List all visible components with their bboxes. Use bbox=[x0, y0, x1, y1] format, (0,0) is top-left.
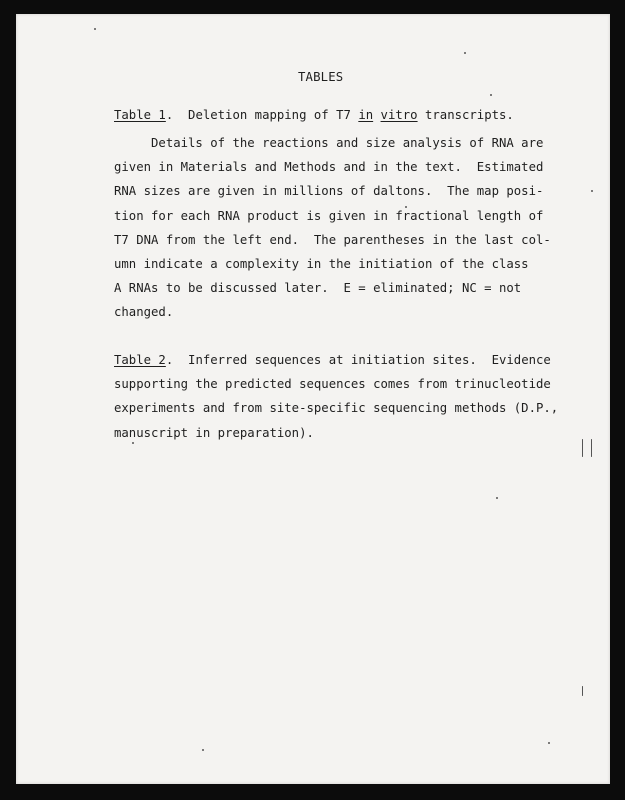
scan-speck bbox=[582, 439, 583, 457]
paragraph-line: umn indicate a complexity in the initiation of the class bbox=[114, 256, 529, 271]
paragraph-line: tion for each RNA product is given in fractional length of bbox=[114, 208, 544, 223]
scan-speck bbox=[548, 742, 550, 744]
scan-speck bbox=[490, 94, 492, 96]
scan-speck bbox=[464, 52, 466, 54]
paragraph-line: manuscript in preparation). bbox=[114, 425, 314, 440]
paragraph-line: supporting the predicted sequences comes from trinucleotide bbox=[114, 377, 551, 392]
paragraph-line: . Inferred sequences at initiation sites. Evidence bbox=[165, 353, 551, 367]
paragraph-line: changed. bbox=[114, 305, 174, 320]
table1-caption-post: transcripts. bbox=[417, 108, 514, 122]
table1-label: Table 1 bbox=[114, 108, 166, 122]
table2-label: Table 2 bbox=[114, 353, 166, 367]
table1-caption-space bbox=[373, 108, 380, 122]
scan-speck bbox=[132, 442, 134, 444]
paragraph-line: Details of the reactions and size analysis of RNA are bbox=[114, 136, 544, 150]
table1-caption-vitro: vitro bbox=[380, 108, 418, 122]
table1-caption-in: in bbox=[358, 108, 374, 122]
page-heading: TABLES bbox=[298, 70, 344, 84]
paragraph-line: given in Materials and Methods and in the text. Estimated bbox=[114, 160, 544, 175]
scan-speck bbox=[94, 28, 96, 30]
table1-caption-pre: . Deletion mapping of T7 bbox=[165, 108, 359, 122]
table1-description bbox=[114, 131, 551, 325]
scan-speck bbox=[582, 686, 583, 696]
paragraph-line: RNA sizes are given in millions of daltons. The map posi- bbox=[114, 184, 544, 199]
scan-speck bbox=[591, 190, 593, 192]
scan-speck bbox=[405, 206, 407, 208]
scan-speck bbox=[496, 497, 498, 499]
paragraph-line: T7 DNA from the left end. The parentheses in the last col- bbox=[114, 232, 551, 247]
table1-caption bbox=[114, 103, 514, 127]
scan-speck bbox=[202, 749, 204, 751]
table2-caption bbox=[114, 348, 558, 445]
paragraph-line: experiments and from site-specific sequencing methods (D.P., bbox=[114, 401, 559, 416]
scan-speck bbox=[591, 439, 592, 457]
paragraph-line: A RNAs to be discussed later. E = eliminated; NC = not bbox=[114, 281, 522, 296]
document-page bbox=[16, 14, 610, 784]
